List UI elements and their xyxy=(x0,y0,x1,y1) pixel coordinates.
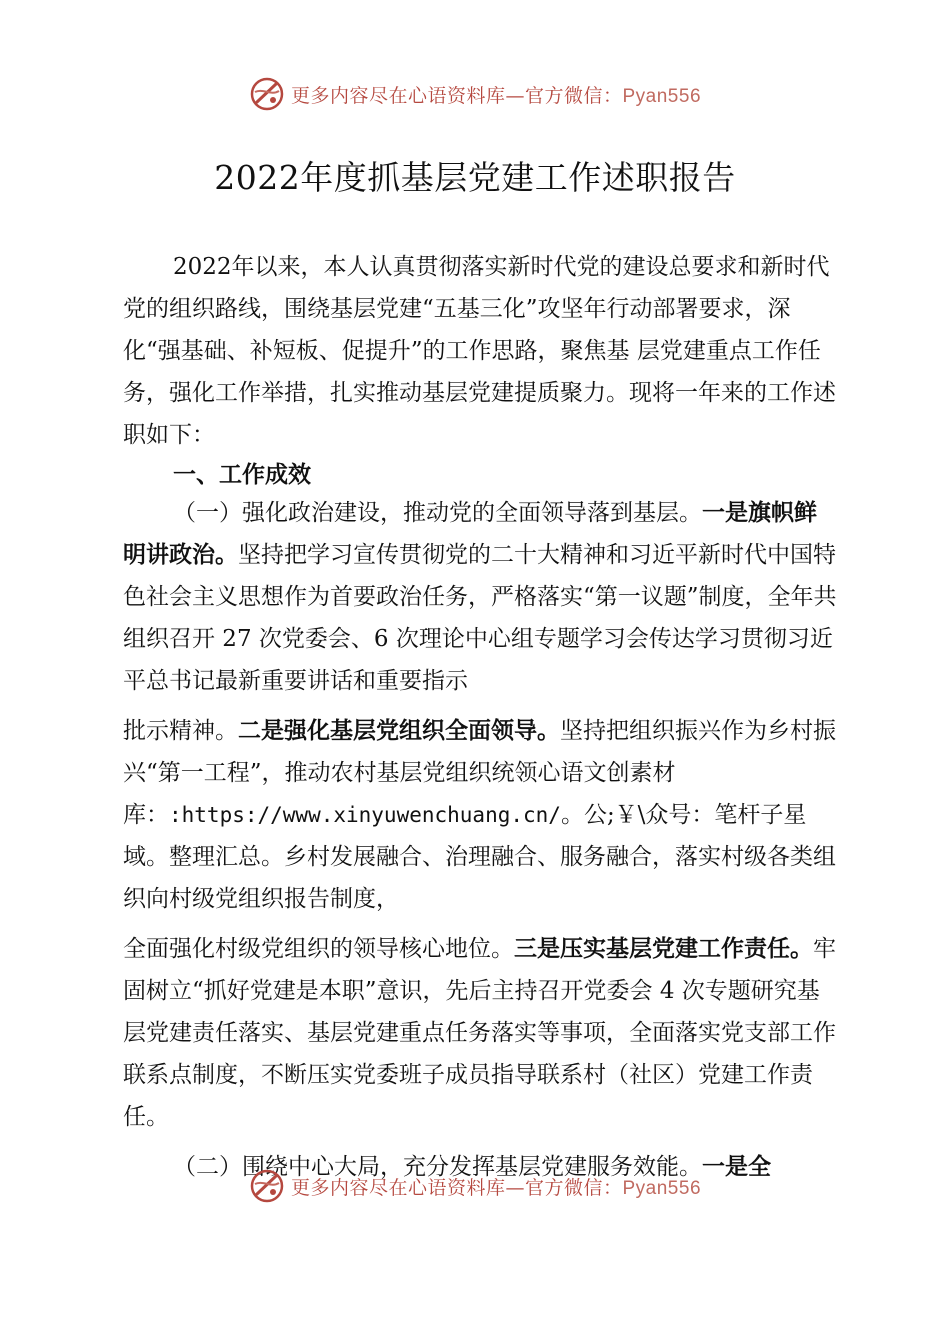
section-heading: 一、工作成效 xyxy=(173,462,311,488)
document-body xyxy=(123,246,839,1188)
paragraph-sub1-cont: 批示精神。二是强化基层党组织全面领导。坚持把组织振兴作为乡村振兴“第一工程”，推动农村基层党组织统领心语文创素材库：:https://www.xinyuwenchuang.cn/。公;￥\众号：笔杆子星域。整理汇总。乡村发展融合、治理融合、服务融合，落实村级各类组织向村级党组织报告制度， xyxy=(123,718,836,912)
logo-icon xyxy=(249,76,285,112)
paragraph-sub2: （二）围绕中心大局，充分发挥基层党建服务效能。一是全 xyxy=(173,1154,771,1180)
logo-icon xyxy=(249,1168,285,1204)
footer-watermark xyxy=(0,1164,950,1208)
header-watermark xyxy=(0,72,950,116)
paragraph-sub1-cont2: 全面强化村级党组织的领导核心地位。三是压实基层党建工作责任。牢固树立“抓好党建是本职”意识，先后主持召开党委会 4 次专题研究基层党建责任落实、基层党建重点任务落实等事项，全面落实党支部工作联系点制度，不断压实党委班子成员指导联系村（社区）党建工作责任。 xyxy=(123,936,836,1130)
paragraph-sub1: （一）强化政治建设，推动党的全面领导落到基层。一是旗帜鲜明讲政治。坚持把学习宣传贯彻党的二十大精神和习近平新时代中国特色社会主义思想作为首要政治任务，严格落实“第一议题”制度，全年共组织召开 27 次党委会、6 次理论中心组专题学习会传达学习贯彻习近平总书记最新重要讲话和重要指示 xyxy=(123,500,837,694)
intro-paragraph: 2022年以来，本人认真贯彻落实新时代党的建设总要求和新时代党的组织路线，围绕基层党建“五基三化”攻坚年行动部署要求，深化“强基础、补短板、促提升”的工作思路，聚焦基 层党建重点工作任务，强化工作举措，扎实推动基层党建提质聚力。现将一年来的工作述职如下： xyxy=(123,254,836,448)
page-title: 2022年度抓基层党建工作述职报告 xyxy=(214,158,736,197)
watermark-text: 更多内容尽在心语资料库—官方微信：Pyan556 xyxy=(290,84,702,107)
watermark-text: 更多内容尽在心语资料库—官方微信：Pyan556 xyxy=(290,1176,702,1199)
